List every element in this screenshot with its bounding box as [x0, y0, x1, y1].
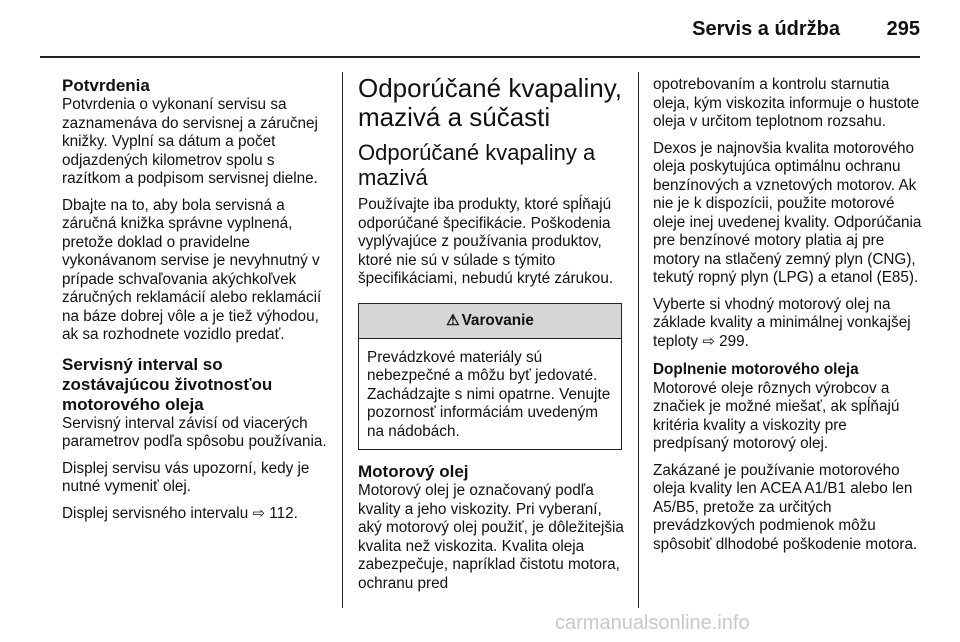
paragraph-with-reference	[653, 296, 923, 352]
paragraph: Motorové oleje rôznych výrobcov a značiek je možné miešať, ak spĺňajú kritéria kvality a viskozity pre predpísaný motorový olej.	[653, 379, 900, 452]
heading-oil-refill: Doplnenie motorového oleja	[653, 361, 859, 378]
warning-title: Varovanie	[461, 311, 534, 329]
paragraph: Dexos je najnovšia kvalita motorového oleja poskytujúca optimálnu ochranu benzínových a vznetových motorov. Ak nie je k dispozícii, použite motorové oleje inej uvedenej kvality. Odporúčania pre benzínové motory platia aj pre motory na stlačený zemný plyn (CNG), tekutý ropný plyn (LPG) a etanol (E85).	[653, 139, 922, 286]
chapter-heading: Odporúčané kvapaliny, mazivá a súčasti	[358, 73, 623, 132]
column-divider	[342, 72, 343, 608]
warning-box	[358, 303, 622, 451]
warning-triangle-icon: ⚠	[446, 311, 460, 329]
paragraph: Dbajte na to, aby bola servisná a záručná knižka správne vyplnená, pretože doklad o pravidelne vykonávanom servise je nevyhnutný v prípade schvaľovania akýchkoľvek záručných reklamácií alebo reklamácií na báze dobrej vôle a je tiež výhodou, ak sa rozhodnete vozidlo predať.	[62, 196, 322, 343]
warning-text: Prevádzkové materiály sú nebezpečné a môžu byť jedovaté. Zachádzajte s nimi opatrne. Venujte pozornosť informáciám uvedeným na nádobách.	[367, 348, 611, 440]
column-right	[653, 76, 923, 562]
column-middle	[358, 73, 626, 601]
paragraph: Motorový olej je označovaný podľa kvality a jeho viskozity. Pri vyberaní, aký motorový olej použiť, je dôležitejšia kvalita než viskozita. Kvalita oleja zabezpečuje, napríklad čistotu motora, ochranu pred	[358, 482, 624, 592]
page-header	[0, 0, 960, 58]
section-title: Servis a údržba	[692, 18, 840, 40]
warning-body	[359, 339, 621, 450]
warning-header	[359, 304, 621, 339]
paragraph: Displej servisu vás upozorní, kedy je nutné vymeniť olej.	[62, 459, 310, 495]
paragraph: Používajte iba produkty, ktoré spĺňajú odporúčané špecifikácie. Poškodenia vyplývajúce z používania produktov, ktoré nie sú v súlade s týmito špecifikáciami, nebudú kryté zárukou.	[358, 196, 614, 287]
reference-text: Vyberte si vhodný motorový olej na základe kvality a minimálnej vonkajšej teploty	[653, 295, 911, 350]
paragraph: Potvrdenia o vykonaní servisu sa zaznamenáva do servisnej a záručnej knižky. Vyplní sa dátum a počet odjazdených kilometrov spolu s razítkom a podpisom servisnej dielne.	[62, 96, 318, 187]
page-ref-arrow-icon: ⇨	[252, 504, 266, 522]
reference-text: Displej servisného intervalu	[62, 504, 249, 522]
heading-confirmations: Potvrdenia	[62, 76, 150, 95]
subheading-fluids: Odporúčané kvapaliny a mazivá	[358, 140, 596, 190]
column-left	[62, 76, 327, 531]
page-ref-arrow-icon: ⇨	[702, 332, 715, 350]
heading-engine-oil: Motorový olej	[358, 462, 469, 481]
paragraph: Zakázané je používanie motorového oleja kvality len ACEA A1/B1 alebo len A5/B5, pretože za určitých prevádzkových podmienok môžu spôsobiť dlhodobé poškodenie motora.	[653, 461, 918, 553]
watermark: carmanualsonline.info	[555, 612, 750, 634]
paragraph-with-reference	[62, 505, 327, 524]
paragraph: opotrebovaním a kontrolu starnutia oleja, kým viskozita informuje o hustote oleja v určitom teplotnom rozsahu.	[653, 76, 920, 130]
page-reference[interactable]: 112.	[269, 504, 298, 522]
page-reference[interactable]: 299.	[719, 332, 749, 350]
header-rule	[40, 56, 920, 58]
column-divider	[638, 72, 639, 608]
paragraph: Servisný interval závisí od viacerých parametrov podľa spôsobu používania.	[62, 414, 327, 450]
page-number: 295	[886, 18, 920, 40]
heading-service-interval: Servisný interval so zostávajúcou životnosťou motorového oleja	[62, 354, 273, 414]
